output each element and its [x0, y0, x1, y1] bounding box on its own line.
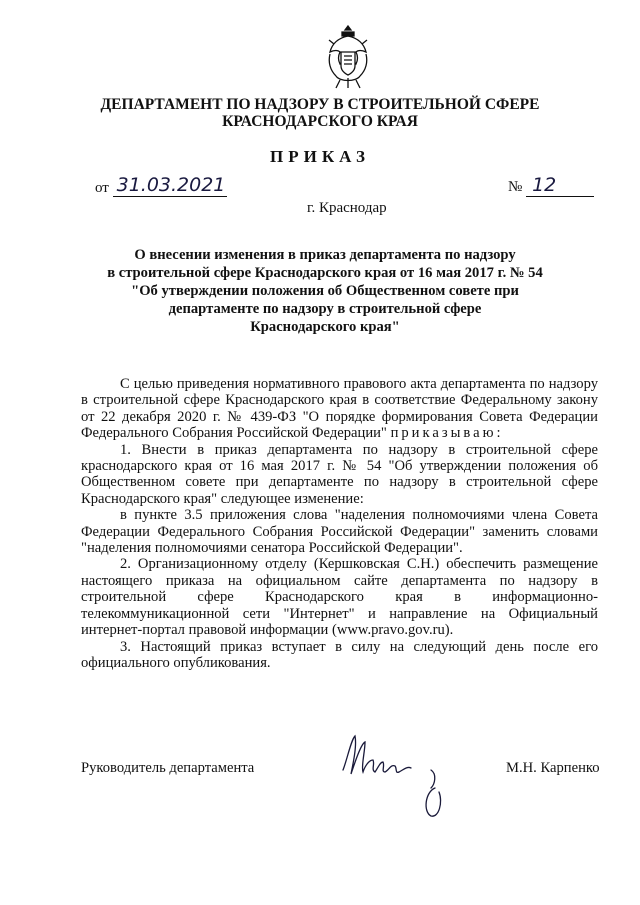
item-1: 1. Внести в приказ департамента по надзору в строительной сфере краснодарского края от 16 мая 2017 г. № 54 "Об утверждении положения об Общественном совете при департаменте по надзору в строительной сфере Краснодарского края" следующее изменение:: [81, 441, 598, 507]
organization-name: [0, 96, 640, 130]
city: г. Краснодар: [307, 200, 387, 216]
subject-line-3: "Об утверждении положения об Общественном совете при: [131, 283, 519, 299]
organization-line-2: КРАСНОДАРСКОГО КРАЯ: [222, 113, 418, 130]
number-label: №: [508, 179, 523, 195]
organization-line-1: ДЕПАРТАМЕНТ ПО НАДЗОРУ В СТРОИТЕЛЬНОЙ СФЕРЕ: [100, 96, 540, 113]
subject-line-4: департаменте по надзору в строительной сфере: [168, 301, 482, 317]
item-2: 2. Организационному отделу (Кершковская С.Н.) обеспечить размещение настоящего приказа на официальном сайте департамента по надзору в строительной сфере Краснодарского края в информационно-телекоммуникационной сети "Интернет" и направление на Официальный интернет-портал правовой информации (www.pravo.gov.ru).: [81, 556, 598, 639]
date-value: 31.03.2021: [113, 174, 227, 197]
item-3: 3. Настоящий приказ вступает в силу на следующий день после его официального опубликования.: [81, 638, 598, 671]
subject-line-2: в строительной сфере Краснодарского края от 16 мая 2017 г. № 54: [107, 265, 543, 281]
subject-line-5: Краснодарского края": [250, 319, 400, 335]
number-value: 12: [526, 174, 594, 197]
intro-action: приказываю:: [390, 425, 504, 442]
coat-of-arms-icon: [326, 24, 370, 92]
subject-line-1: О внесении изменения в приказ департамента по надзору: [134, 247, 516, 263]
date-field: [95, 174, 227, 197]
signatory-role: Руководитель департамента: [81, 760, 255, 776]
intro-paragraph: [81, 376, 598, 442]
date-label: от: [95, 180, 109, 196]
signatory-name: М.Н. Карпенко: [506, 760, 600, 776]
order-body: [81, 376, 598, 671]
item-1-sub: в пункте 3.5 приложения слова "наделения полномочиями члена Совета Федерации Федерального Собрания Российской Федерации" заменить словами "наделения полномочиями сенатора Российской Федерации".: [81, 507, 598, 557]
handwritten-signature: [335, 730, 465, 830]
number-field: [508, 174, 594, 197]
document-type: ПРИКАЗ: [270, 147, 370, 166]
intro-text: С целью приведения нормативного правового акта департамента по надзору в строительной сфере Краснодарского края в соответствие Федеральному закону от 22 декабря 2020 г. № 439-ФЗ "О порядке формирования Совета Федерации Федерального Собрания Российской Федерации": [81, 376, 598, 442]
order-subject: [90, 246, 560, 336]
